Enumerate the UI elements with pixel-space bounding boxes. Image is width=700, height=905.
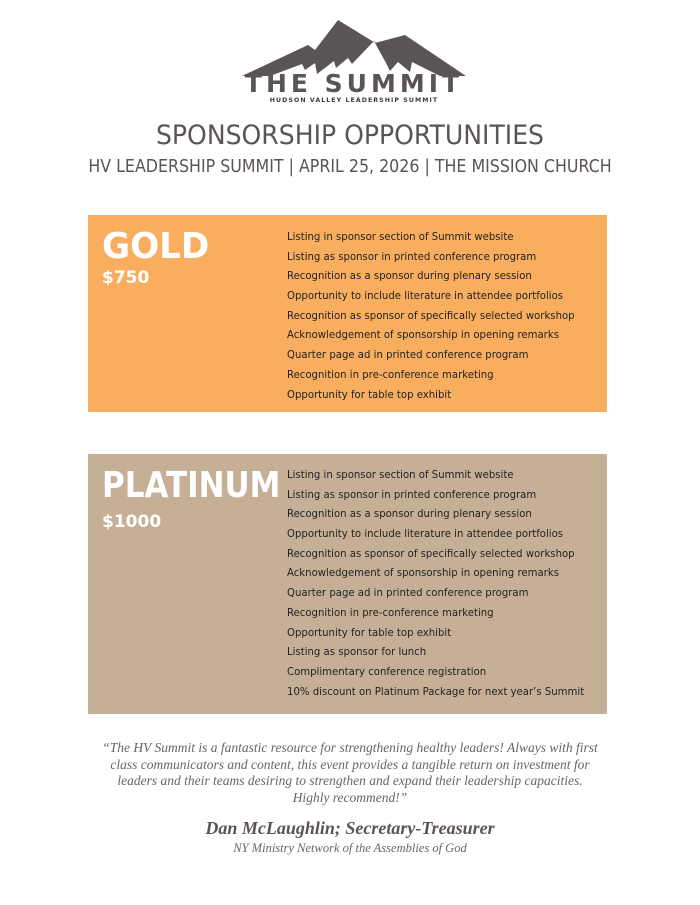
testimonial-quote: “The HV Summit is a fantastic resource for strengthening healthy leaders! Always with first class communicators and content, this event provides a tangible return on investment for leaders and their teams desiring to strengthen and expand their leadership capacities. Highly recommend!” [102, 740, 598, 805]
benefit-item: Recognition as a sponsor during plenary session [287, 269, 532, 283]
tier-price: $750 [102, 268, 150, 288]
tier-name: GOLD [102, 226, 210, 267]
benefit-list [287, 465, 610, 701]
benefit-item: Acknowledgement of sponsorship in opening remarks [287, 566, 559, 580]
benefit-item: Complimentary conference registration [287, 664, 487, 678]
benefit-item: Quarter page ad in printed conference program [287, 586, 529, 600]
benefit-item: Opportunity for table top exhibit [287, 387, 452, 401]
benefit-item: Opportunity to include literature in attendee portfolios [287, 527, 564, 541]
tier-price: $1000 [102, 512, 162, 532]
benefit-item: Opportunity to include literature in attendee portfolios [287, 289, 564, 303]
benefit-item: Recognition as sponsor of specifically selected workshop [287, 546, 575, 560]
benefit-item: Recognition as sponsor of specifically selected workshop [287, 308, 575, 322]
benefit-item: Listing in sponsor section of Summit website [287, 468, 514, 481]
benefit-item: 10% discount on Platinum Package for next year’s Summit [287, 684, 585, 698]
testimonial-author: Dan McLaughlin; Secretary-Treasurer [205, 818, 495, 838]
benefit-item: Recognition in pre-conference marketing [287, 367, 494, 381]
summit-logo [240, 18, 468, 106]
benefit-item: Opportunity for table top exhibit [287, 625, 452, 639]
tier-name: PLATINUM [102, 465, 281, 506]
benefit-item: Listing as sponsor for lunch [287, 645, 427, 659]
tier-platinum [88, 454, 607, 714]
benefit-item: Recognition in pre-conference marketing [287, 605, 494, 619]
benefit-item: Listing in sponsor section of Summit website [287, 230, 514, 243]
benefit-item: Quarter page ad in printed conference program [287, 348, 529, 362]
benefit-item: Listing as sponsor in printed conference program [287, 249, 537, 263]
benefit-list [287, 227, 600, 404]
benefit-item: Listing as sponsor in printed conference program [287, 487, 537, 501]
page-title: SPONSORSHIP OPPORTUNITIES [155, 120, 545, 151]
event-details: HV LEADERSHIP SUMMIT | APRIL 25, 2026 | THE MISSION CHURCH [88, 156, 612, 177]
tier-gold [88, 215, 607, 412]
testimonial-organization: NY Ministry Network of the Assemblies of God [233, 841, 467, 855]
logo-title: THE SUMMIT [244, 69, 464, 98]
logo-subtitle: HUDSON VALLEY LEADERSHIP SUMMIT [269, 97, 439, 104]
benefit-item: Recognition as a sponsor during plenary session [287, 507, 532, 521]
benefit-item: Acknowledgement of sponsorship in opening remarks [287, 328, 559, 342]
